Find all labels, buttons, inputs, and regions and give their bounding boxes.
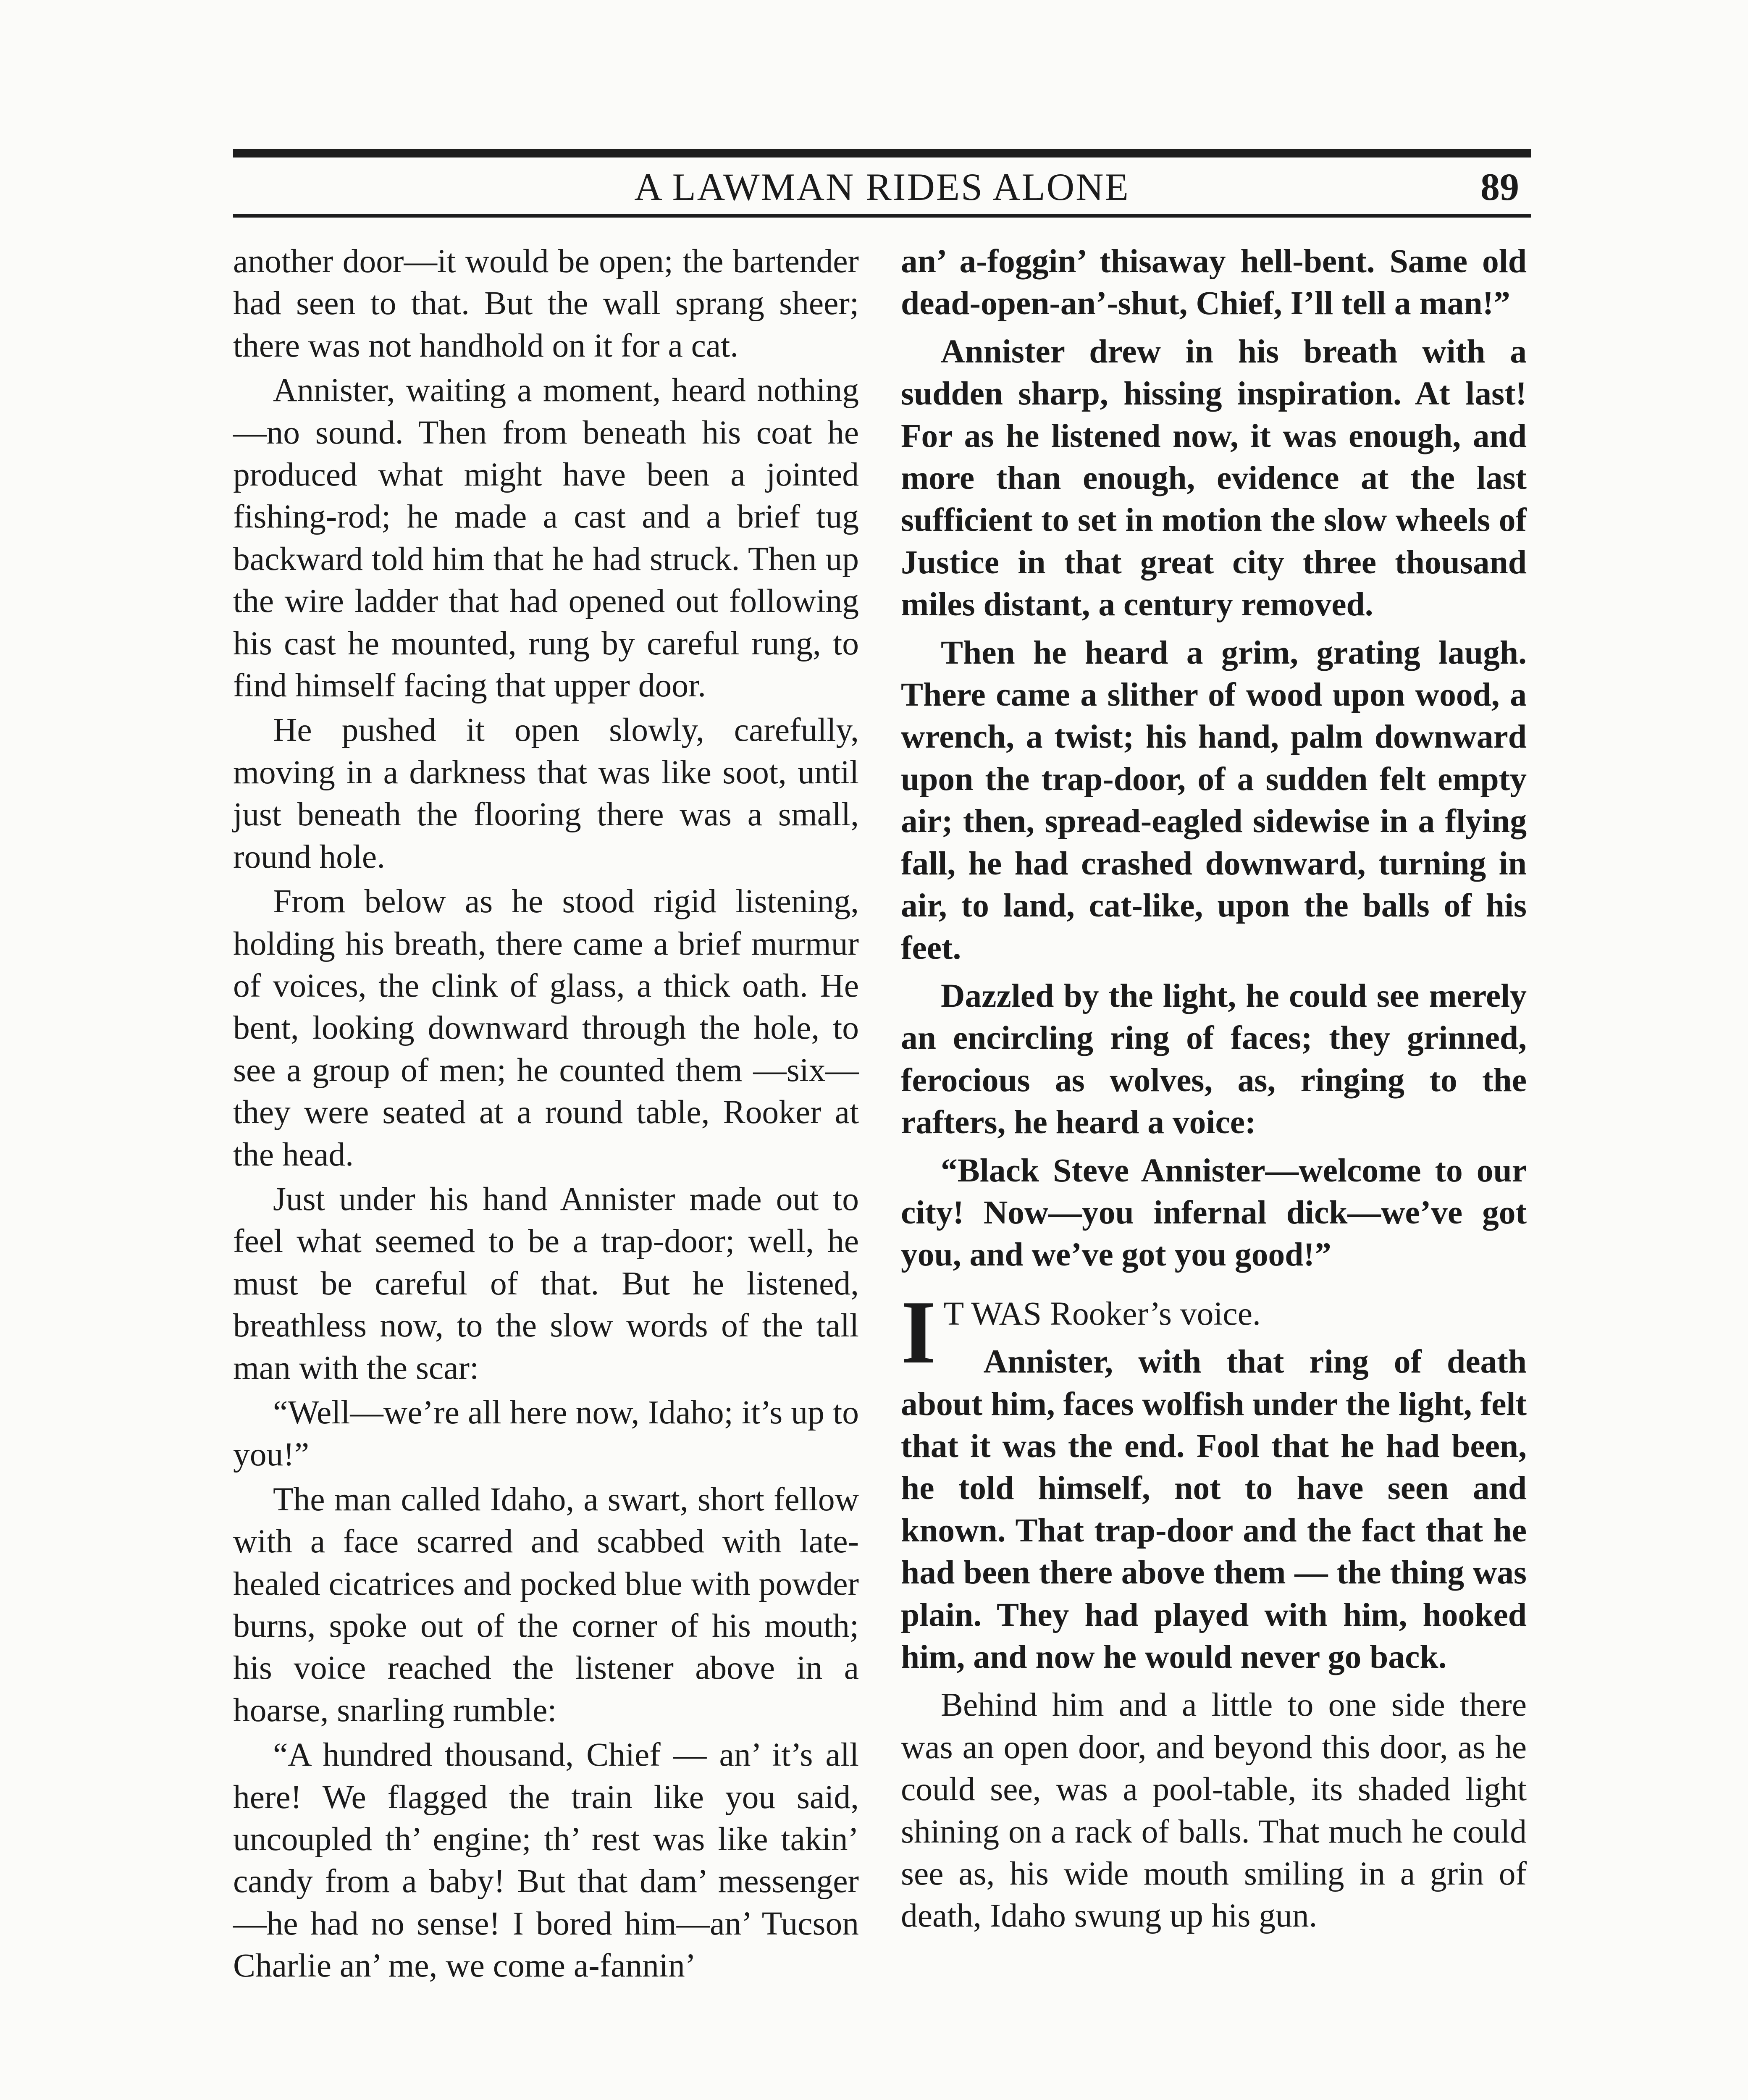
paragraph: Annister, waiting a moment, heard nothing—no sound. Then from beneath his coat he produced what might have been a jointed fishing-rod; he made a cast and a brief tug backward told him that he had struck. Then up the wire ladder that had opened out following his cast he mounted, rung by careful rung, to find himself facing that upper door. xyxy=(233,372,859,704)
paragraph: an’ a-foggin’ thisaway hell-bent. Same old dead-open-an’-shut, Chief, I’ll tell a man!” xyxy=(901,243,1527,322)
drop-cap: I xyxy=(901,1281,936,1382)
page-number: 89 xyxy=(1480,165,1519,208)
right-column xyxy=(901,240,1527,1937)
paragraph: The man called Idaho, a swart, short fellow with a face scarred and scabbed with late-healed cicatrices and pocked blue with powder burns, spoke out of the corner of his mouth; his voice reached the listener above in a hoarse, snarling rumble: xyxy=(233,1480,859,1729)
paragraph: Then he heard a grim, grating laugh. There came a slither of wood upon wood, a wrench, a twist; his hand, palm downward upon the trap-door, of a sudden felt empty air; then, spread-eagled sidewise in a flying fall, he had crashed downward, turning in air, to land, cat-like, upon the balls of his feet. xyxy=(901,634,1527,966)
paragraph: “Black Steve Annister—welcome to our city! Now—you infernal dick—we’ve got you, and we’ve got you good!” xyxy=(901,1152,1527,1273)
paragraph: Annister drew in his breath with a sudden sharp, hissing inspiration. At last! For as he listened now, it was enough, and more than enough, evidence at the last sufficient to set in motion the slow wheels of Justice in that great city three thousand miles distant, a century removed. xyxy=(901,333,1527,623)
paragraph: Just under his hand Annister made out to feel what seemed to be a trap-door; well, he must be careful of that. But he listened, breathless now, to the slow words of the tall man with the scar: xyxy=(233,1180,859,1386)
running-title: A LAWMAN RIDES ALONE xyxy=(634,165,1130,208)
header-rule-top xyxy=(233,149,1531,158)
paragraph: Behind him and a little to one side there was an open door, and beyond this door, as he could see, was a pool-table, its shaded light shining on a rack of balls. That much he could see as, his wide mouth smiling in a grin of death, Idaho swung up his gun. xyxy=(901,1686,1527,1935)
paragraph: “Well—we’re all here now, Idaho; it’s up to you!” xyxy=(233,1394,859,1473)
paragraph: “A hundred thousand, Chief — an’ it’s all here! We flagged the train like you said, uncoupled th’ engine; th’ rest was like takin’ candy from a baby! But that dam’ messenger—he had no sense! I bored him—an’ Tucson Charlie an’ me, we come a-fannin’ xyxy=(233,1736,859,1984)
left-column xyxy=(233,240,859,1987)
paragraph: another door—it would be open; the bartender had seen to that. But the wall sprang sheer; there was not handhold on it for a cat. xyxy=(233,243,859,364)
section-opening xyxy=(901,1281,1527,1382)
paragraph: Dazzled by the light, he could see merely an encircling ring of faces; they grinned, ferocious as wolves, as, ringing to the rafters, he heard a voice: xyxy=(901,977,1527,1141)
paragraph: He pushed it open slowly, carefully, moving in a darkness that was like soot, until just beneath the flooring there was a small, round hole. xyxy=(233,711,859,875)
paragraph: Annister, with that ring of death about him, faces wolfish under the light, felt that it was the end. Fool that he had been, he told himself, not to have seen and known. That trap-door and the fact that he had been there above them — the thing was plain. They had played with him, hooked him, and now he would never go back. xyxy=(901,1343,1527,1675)
header-rule-bottom xyxy=(233,214,1531,218)
section-first-line: T WAS Rooker’s voice. xyxy=(943,1295,1261,1332)
paragraph: From below as he stood rigid listening, holding his breath, there came a brief murmur of voices, the clink of glass, a thick oath. He bent, looking downward through the hole, to see a group of men; he counted them —six—they were seated at a round table, Rooker at the head. xyxy=(233,883,859,1173)
